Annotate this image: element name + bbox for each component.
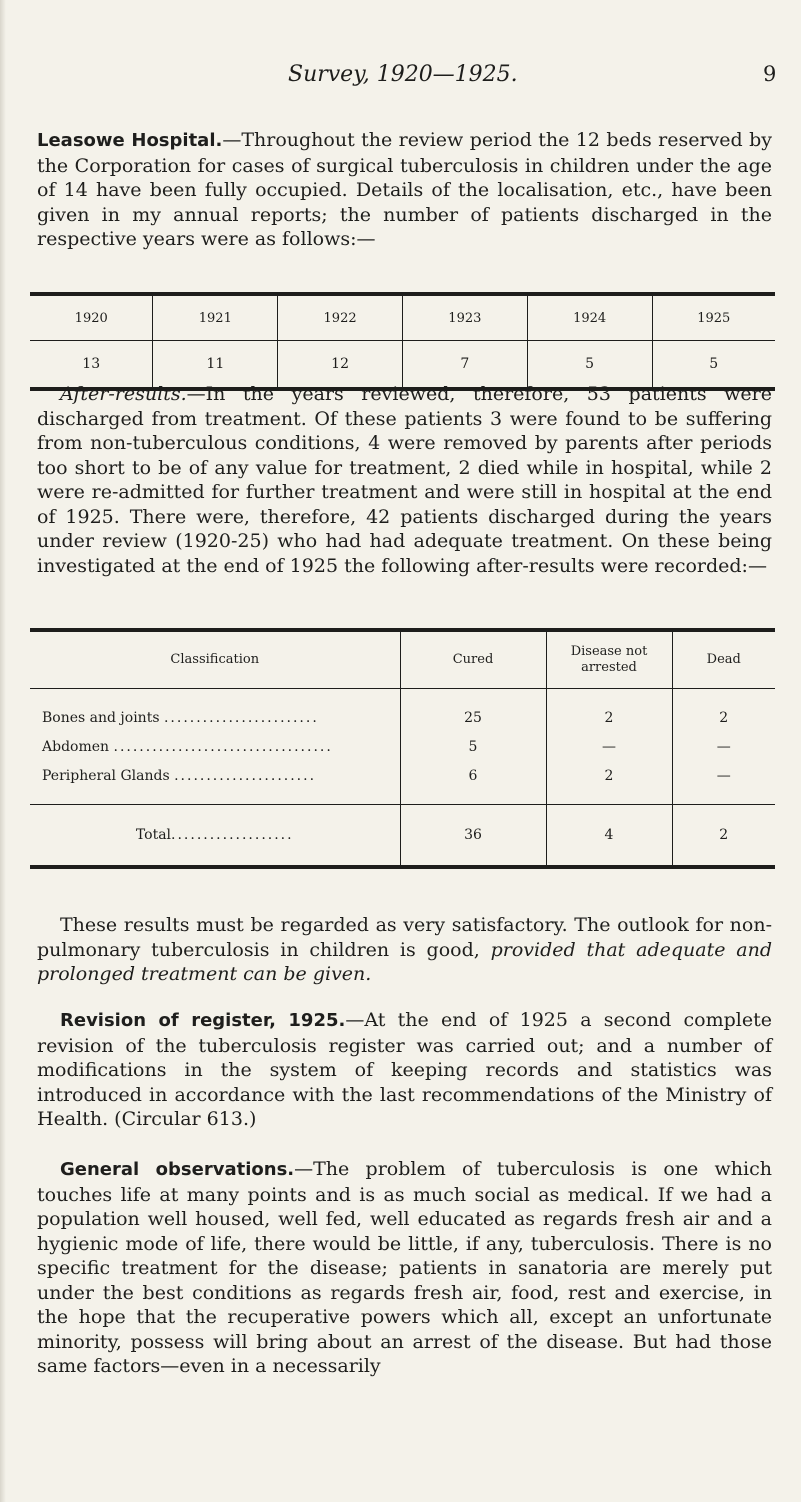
- year-cell: 1923: [402, 294, 527, 341]
- row-label: Bones and joints ........................: [42, 709, 319, 726]
- paragraph-revision: [37, 1008, 772, 1132]
- cured-cell: 25: [400, 689, 546, 733]
- text-after-results: —In the years reviewed, therefore, 53 patients were discharged from treatment. Of these patients 3 were found to be suffering from non-tuberculous conditions, 4 were removed by parents after periods too short to be of any value for treatment, 2 died while in hospital, while 2 were re-admitted for further treatment and were still in hospital at the end of 1925. There were, therefore, 42 patients discharged during the years under review (1920-25) who had had adequate treatment. On these being investigated at the end of 1925 the following after-results were recorded:—: [37, 383, 772, 577]
- year-cell: 1921: [153, 294, 278, 341]
- table-row: [30, 761, 775, 805]
- running-head: [0, 62, 801, 92]
- count-cell: 5: [527, 341, 652, 390]
- paragraph-general-observations: [37, 1157, 772, 1379]
- dead-cell: —: [672, 732, 775, 761]
- paragraph-satisfactory: [37, 913, 772, 987]
- heading-after-results: After-results.: [60, 383, 187, 405]
- header-classification: Classification: [30, 630, 400, 689]
- total-row: [30, 805, 775, 868]
- count-cell: 12: [278, 341, 403, 390]
- paragraph-leasowe: [37, 128, 772, 252]
- count-cell: 11: [153, 341, 278, 390]
- page-edge-shadow: [0, 0, 6, 1502]
- results-header-row: [30, 630, 775, 689]
- cured-cell: 5: [400, 732, 546, 761]
- heading-general-observations: General observations.: [60, 1159, 295, 1180]
- total-cured-cell: 36: [400, 805, 546, 868]
- total-not-arrested-cell: 4: [546, 805, 672, 868]
- dead-cell: 2: [672, 689, 775, 733]
- count-cell: 7: [402, 341, 527, 390]
- header-cured: Cured: [400, 630, 546, 689]
- discharges-header-row: [30, 294, 775, 341]
- year-cell: 1925: [652, 294, 775, 341]
- header-dead: Dead: [672, 630, 775, 689]
- running-head-title: Survey, 1920—1925.: [288, 62, 518, 87]
- discharges-table: [30, 292, 775, 391]
- count-cell: 13: [30, 341, 153, 390]
- table-row: [30, 732, 775, 761]
- heading-revision: Revision of register, 1925.: [60, 1010, 346, 1031]
- table-row: [30, 689, 775, 733]
- heading-leasowe-hospital: Leasowe Hospital.: [37, 130, 223, 151]
- row-label: Peripheral Glands ......................: [30, 761, 400, 805]
- not-arrested-cell: 2: [546, 761, 672, 805]
- text-satisfactory-italic: provided that adequate and prolonged treatment can be given.: [37, 938, 772, 985]
- year-cell: 1920: [30, 294, 153, 341]
- year-cell: 1924: [527, 294, 652, 341]
- total-dead-cell: 2: [672, 805, 775, 868]
- year-cell: 1922: [278, 294, 403, 341]
- results-table: [30, 628, 775, 869]
- not-arrested-cell: —: [546, 732, 672, 761]
- not-arrested-cell: 2: [546, 689, 672, 733]
- text-general-observations: —The problem of tuberculosis is one which touches life at many points and is as much social as medical. If we had a population well housed, well fed, well educated as regards fresh air and a hygienic mode of life, there would be little, if any, tuberculosis. There is no specific treatment for the disease; patients in sanatoria are merely put under the best conditions as regards fresh air, food, rest and exercise, in the hope that the recuperative powers which all, except an unfortunate minority, possess will bring about an arrest of the disease. But had those same factors—even in a necessarily: [37, 1158, 772, 1377]
- page-number: 9: [763, 62, 777, 86]
- cured-cell: 6: [400, 761, 546, 805]
- text-satisfactory: These results must be regarded as very satisfactory. The outlook for non-pulmonary tuberculosis in children is good,: [37, 914, 772, 961]
- row-label: Abdomen ..................................: [42, 738, 333, 755]
- count-cell: 5: [652, 341, 775, 390]
- dead-cell: —: [672, 761, 775, 805]
- text-leasowe: —Throughout the review period the 12 beds reserved by the Corporation for cases of surgical tuberculosis in children under the age of 14 have been fully occupied. Details of the localisation, etc., have been given in my annual reports; the number of patients discharged in the respective years were as follows:—: [37, 129, 772, 250]
- header-disease-not-arrested: Disease not arrested: [546, 630, 672, 689]
- text-revision: —At the end of 1925 a second complete revision of the tuberculosis register was carried out; and a number of modifications in the system of keeping records and statistics was introduced in accordance with the last recommendations of the Ministry of Health. (Circular 613.): [37, 1009, 772, 1130]
- paragraph-after-results: [37, 382, 772, 578]
- total-label: Total...................: [30, 805, 400, 868]
